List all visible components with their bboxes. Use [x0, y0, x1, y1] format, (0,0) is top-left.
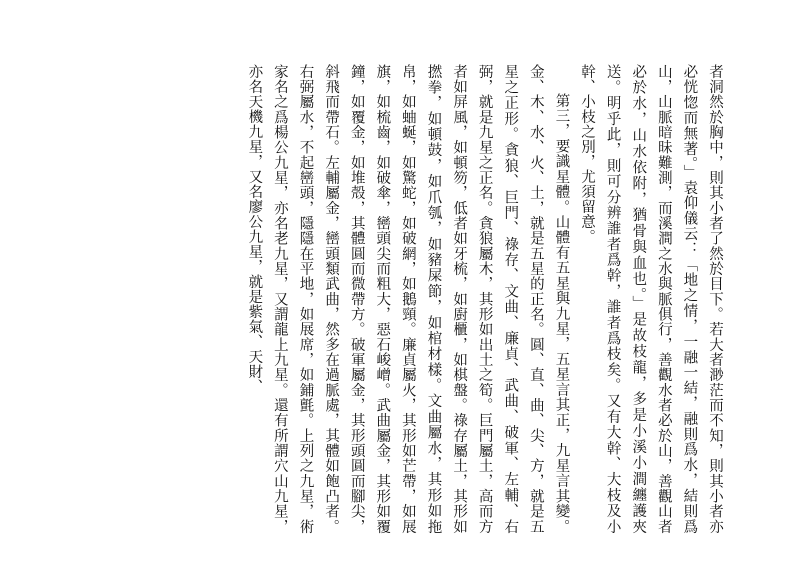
paragraph: 者洞然於胸中，則其小者了然於目下。若大者渺茫而不知，則其小者亦必恍惚而無著。」袁仰儀云：「地之情，一融一結，融則爲水，結則爲山，山脈暗昧難測，而溪澗之水與脈俱行，善觀水者必於山，善觀山者必於水，山水依附，猶骨與血也。」是故枝龍，多是小溪小澗纏護夾送。明乎此，則可分辨誰者爲幹，誰者爲枝矣。又有大幹、大枝及小幹、小枝之別，尤須留意。: [579, 64, 723, 534]
vertical-text-body: [47, 64, 727, 534]
paragraph: 第三，要識星體。山體有五星與九星，五星言其正，九星言其變。金、木、水、火、土，就是五星的正名。圓、直、曲、尖、方，就是五星之正形。貪狼、巨門、祿存、文曲、廉貞、武曲、破軍、左輔、右弼，就是九星之正名。貪狼屬木，其形如出土之筍。巨門屬土，高而方者如屏風，如頓笏，低者如牙梳，如廚櫃，如棋盤。祿存屬土，其形如撚拳，如頓鼓，如爪瓠，如豬屎節，如棺材樣。文曲屬水，其形如拖帛，如蚰蜒，如驚蛇，如破網，如鵝頸。廉貞屬火，其形如芒帶，如展旗，如梳齒，如破傘，巒頭尖而粗大，惡石峻嶒。武曲屬金，其形如覆鐘，如覆金，如堆殼，其體圓而微帶方。破軍屬金，其形頭圓而腳尖，斜飛而帶石。左輔屬金，巒頭類武曲，然多在過脈處，其體如飽凸者。右弼屬水，不起巒頭，隱隱在平地，如展席，如鋪氈。上列之九星，術家名之爲楊公九星，亦名老九星，又謂龍上九星。還有所謂穴山九星，亦名天機九星，又名廖公九星，就是紫氣、天財、: [246, 64, 570, 534]
